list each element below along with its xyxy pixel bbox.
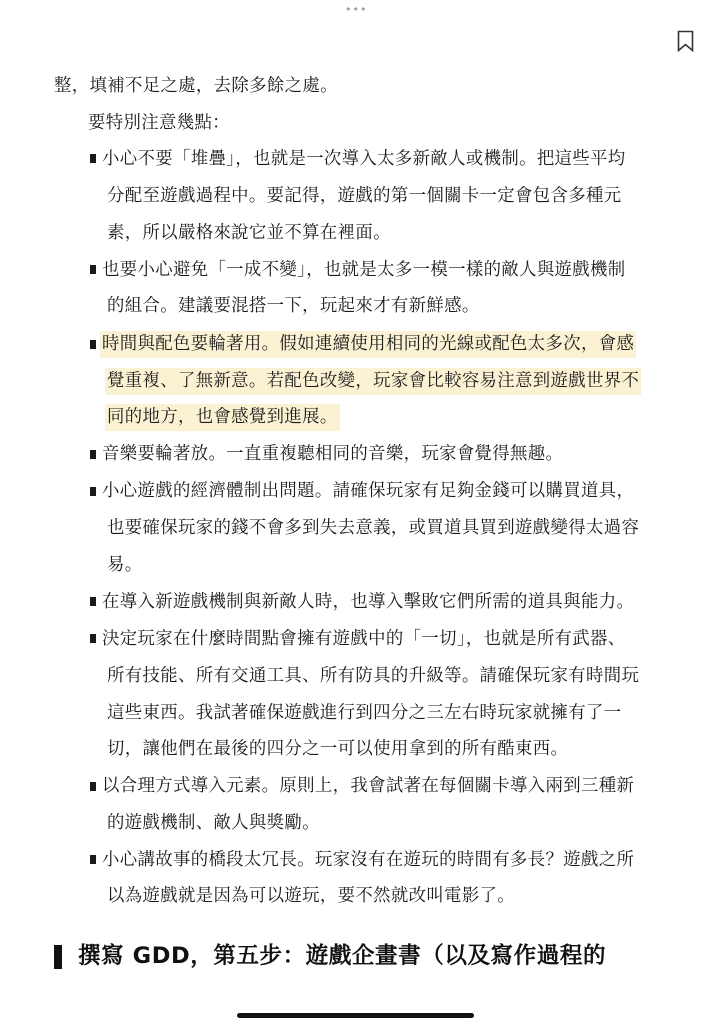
bullet-marker (90, 265, 96, 274)
list-item-line: 也要小心避免「一成不變」，也就是太多一模一樣的敵人與遊戲機制 (102, 260, 626, 280)
bullet-marker (90, 450, 96, 459)
list-item-line: 這些東西。我試著確保遊戲進行到四分之三左右時玩家就擁有了一 (107, 703, 622, 723)
paragraph-line: 整，填補不足之處，去除多餘之處。 (54, 76, 338, 96)
section-heading: 撰寫 GDD，第五步：遊戲企畫書（以及寫作過程的 (78, 943, 607, 969)
list-item-line: 的遊戲機制、敵人與獎勵。 (107, 813, 320, 833)
list-item-line: 易。 (107, 555, 143, 575)
highlighted-line[interactable] (100, 331, 636, 357)
list-item-line: 小心遊戲的經濟體制出問題。請確保玩家有足夠金錢可以購買道具， (102, 481, 635, 501)
home-indicator[interactable] (237, 1013, 474, 1018)
bullet-marker (90, 634, 96, 643)
subheading: 要特別注意幾點： (88, 113, 230, 133)
bullet-marker (90, 855, 96, 864)
list-item-line: 小心不要「堆疊」，也就是一次導入太多新敵人或機制。把這些平均 (102, 149, 626, 169)
list-item-line: 的組合。建議要混搭一下，玩起來才有新鮮感。 (107, 296, 480, 316)
highlight[interactable]: 覺重複、了無新意。若配色改變，玩家會比較容易注意到遊戲世界不 (105, 368, 641, 395)
highlighted-line[interactable] (105, 368, 641, 394)
list-item-line: 以合理方式導入元素。原則上，我會試著在每個關卡導入兩到三種新 (102, 776, 635, 796)
list-item-line: 切，讓他們在最後的四分之一可以使用拿到的所有酷東西。 (107, 739, 569, 759)
list-item-line: 分配至遊戲過程中。要記得，遊戲的第一個關卡一定會包含多種元 (107, 186, 622, 206)
highlight[interactable]: 同的地方，也會感覺到進展。 (105, 404, 340, 431)
highlight[interactable]: 時間與配色要輪著用。假如連續使用相同的光線或配色太多次，會感 (100, 331, 636, 358)
list-item-line: 以為遊戲就是因為可以遊玩，要不然就改叫電影了。 (107, 886, 516, 906)
bullet-marker (90, 487, 96, 496)
bullet-marker (90, 154, 96, 163)
list-item-line: 所有技能、所有交通工具、所有防具的升級等。請確保玩家有時間玩 (107, 666, 640, 686)
list-item-line: 決定玩家在什麼時間點會擁有遊戲中的「一切」，也就是所有武器、 (102, 629, 626, 649)
bullet-marker (90, 597, 96, 606)
bullet-marker (90, 782, 96, 791)
more-dots-icon[interactable]: ••• (345, 3, 368, 16)
bullet-marker (90, 340, 96, 349)
heading-marker (54, 945, 62, 969)
list-item-line: 音樂要輪著放。一直重複聽相同的音樂，玩家會覺得無趣。 (102, 444, 564, 464)
list-item-line: 在導入新遊戲機制與新敵人時，也導入擊敗它們所需的道具與能力。 (102, 592, 635, 612)
list-item-line: 小心講故事的橋段太冗長。玩家沒有在遊玩的時間有多長？遊戲之所 (102, 850, 635, 870)
bookmark-icon[interactable] (677, 30, 694, 52)
list-item-line: 也要確保玩家的錢不會多到失去意義，或買道具買到遊戲變得太過容 (107, 518, 640, 538)
list-item-line: 素，所以嚴格來說它並不算在裡面。 (107, 223, 391, 243)
highlighted-line[interactable] (105, 404, 340, 430)
